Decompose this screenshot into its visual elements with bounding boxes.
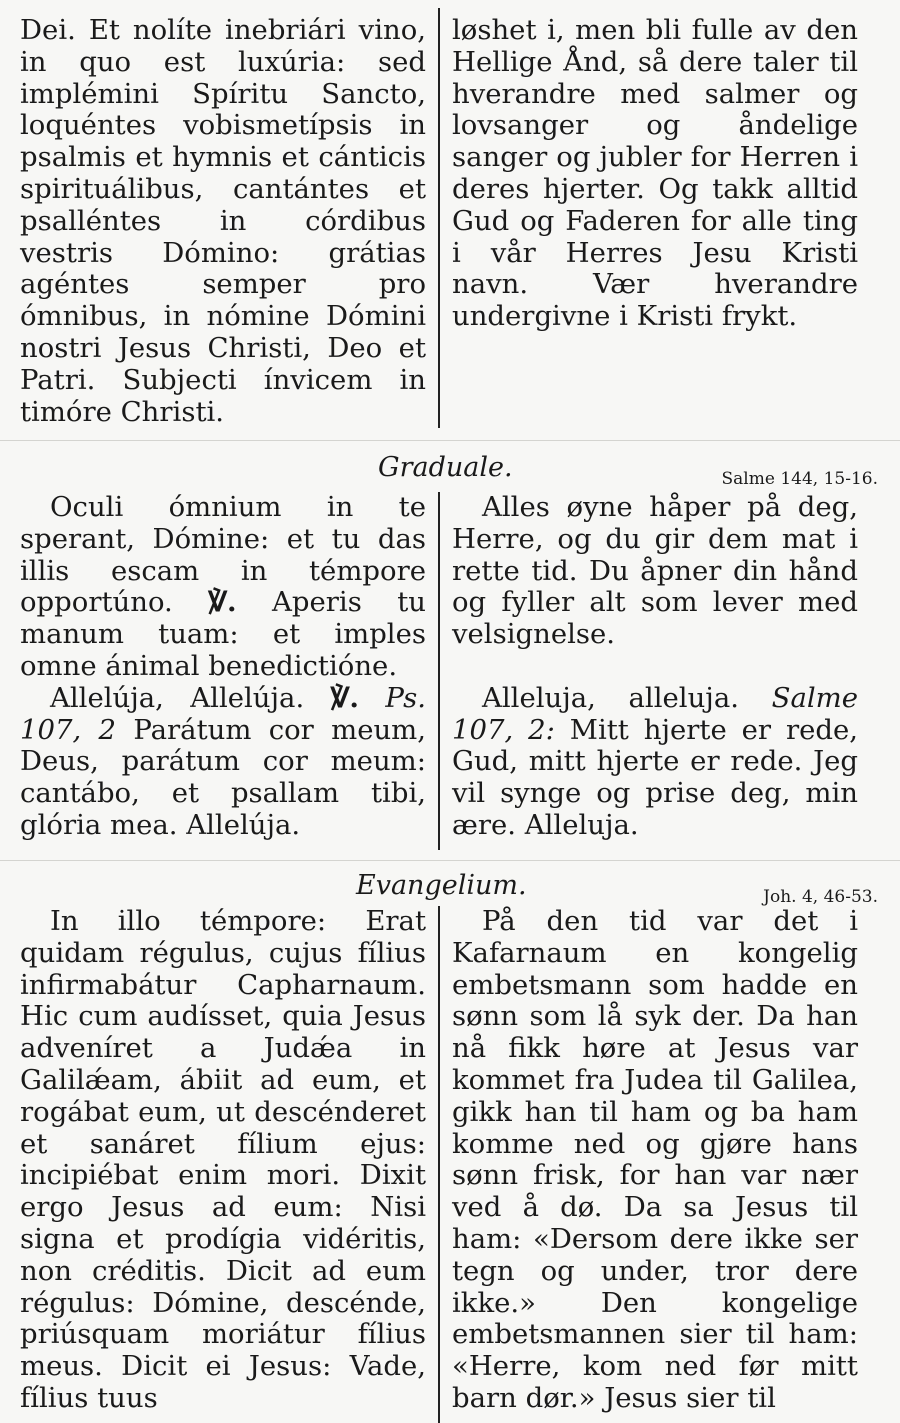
alleluia-norwegian-text: Mitt hjerte er rede, Gud, mitt hjerte er rede. Jeg vil synge og prise deg, min ære. Alleluja.: [452, 713, 858, 841]
intro-latin: [20, 15, 426, 428]
versicle-symbol-2: ℣.: [330, 681, 359, 714]
graduale-reference: Salme 144, 15-16.: [721, 469, 878, 489]
graduale-latin-verse-text-2: Aperis tu manum tuam: et imples omne ánimal benedictióne.: [20, 586, 427, 682]
intro-norwegian: [452, 15, 858, 333]
graduale-latin-alleluia: [20, 683, 426, 842]
page-band-2: [0, 860, 900, 861]
graduale-latin-verse-text: Oculi ómnium in te sperant, Dómine: et tu das illis escam in témpore opportúno.: [20, 491, 426, 619]
graduale-norwegian-verse: Alles øyne håper på deg, Herre, og du gir dem mat i rette tid. Du åpner din hånd og fyller alt som lever med velsignelse.: [452, 491, 858, 651]
column-divider-1: [438, 8, 440, 428]
evangelium-latin-text: In illo témpore: Erat quidam régulus, cujus fílius infirmabátur Capharnaum. Hic cum audísset, quia Jesus adveníret a Judǽa in Galilǽam, ábiit ad eum, et rogábat eum, ut descénderet et sanáret fílium ejus: incipiébat enim mori. Dixit ergo Jesus ad eum: Nisi signa et prodígia vidéritis, non créditis. Dicit ad eum régulus: Dómine, descénde, priúsquam moriátur fílius meus. Dicit ei Jesus: Vade, fílius tuus: [20, 905, 426, 1414]
graduale-norwegian: [452, 492, 858, 842]
versicle-symbol: ℣.: [208, 586, 237, 619]
alleluia-norwegian-ref: Salme 107, 2:: [452, 681, 858, 746]
alleluia-latin-ref: Ps. 107, 2: [20, 681, 427, 746]
evangelium-norwegian-text: På den tid var det i Kafarnaum en kongelig embetsmann som hadde en sønn som lå syk der. Da han nå fikk høre at Jesus var kommet fra Judea til Galilea, gikk han til ham og ba ham komme ned og gjøre hans sønn frisk, for han var nær ved å dø. Da sa Jesus til ham: «Dersom dere ikke ser tegn og under, tror dere ikke.» Den kongelige embetsmannen sier til ham: «Herre, kom ned før mitt barn dør.» Jesus sier til: [452, 905, 858, 1414]
evangelium-reference: Joh. 4, 46-53.: [763, 887, 878, 907]
evangelium-heading: Evangelium.: [356, 870, 527, 901]
column-divider-2: [438, 492, 440, 850]
alleluia-norwegian: Alleluja, alleluja.: [482, 681, 739, 714]
alleluia-latin: Allelúja, Allelúja.: [50, 681, 305, 714]
evangelium-norwegian: [452, 906, 858, 1415]
graduale-heading: Graduale.: [378, 452, 513, 483]
intro-norwegian-text: løshet i, men bli fulle av den Hellige Ånd, så dere taler til hverandre med salmer og lovsanger og åndelige sanger og jubler for Herren i deres hjerter. Og takk alltid Gud og Faderen for alle ting i vår Herres Jesu Kristi navn. Vær hverandre undergivne i Kristi frykt.: [452, 14, 858, 333]
evangelium-latin: [20, 906, 426, 1415]
column-divider-3: [438, 906, 440, 1423]
page-band-1: [0, 440, 900, 441]
intro-latin-text: Dei. Et nolíte inebriári vino, in quo est luxúria: sed implémini Spíritu Sancto, loquéntes vobismetípsis in psalmis et hymnis et cánticis spirituálibus, cantántes et psalléntes in córdibus vestris Dómino: grátias agéntes semper pro ómnibus, in nómine Dómini nostri Jesus Christi, Deo et Patri. Subjecti ínvicem in timóre Christi.: [20, 14, 426, 428]
graduale-latin-verse: [20, 492, 426, 683]
graduale-latin: [20, 492, 426, 842]
alleluia-latin-text: Parátum cor meum, Deus, parátum cor meum: cantábo, et psallam tibi, glória mea. Allelúja.: [20, 713, 427, 841]
graduale-norwegian-alleluia: [452, 683, 858, 842]
